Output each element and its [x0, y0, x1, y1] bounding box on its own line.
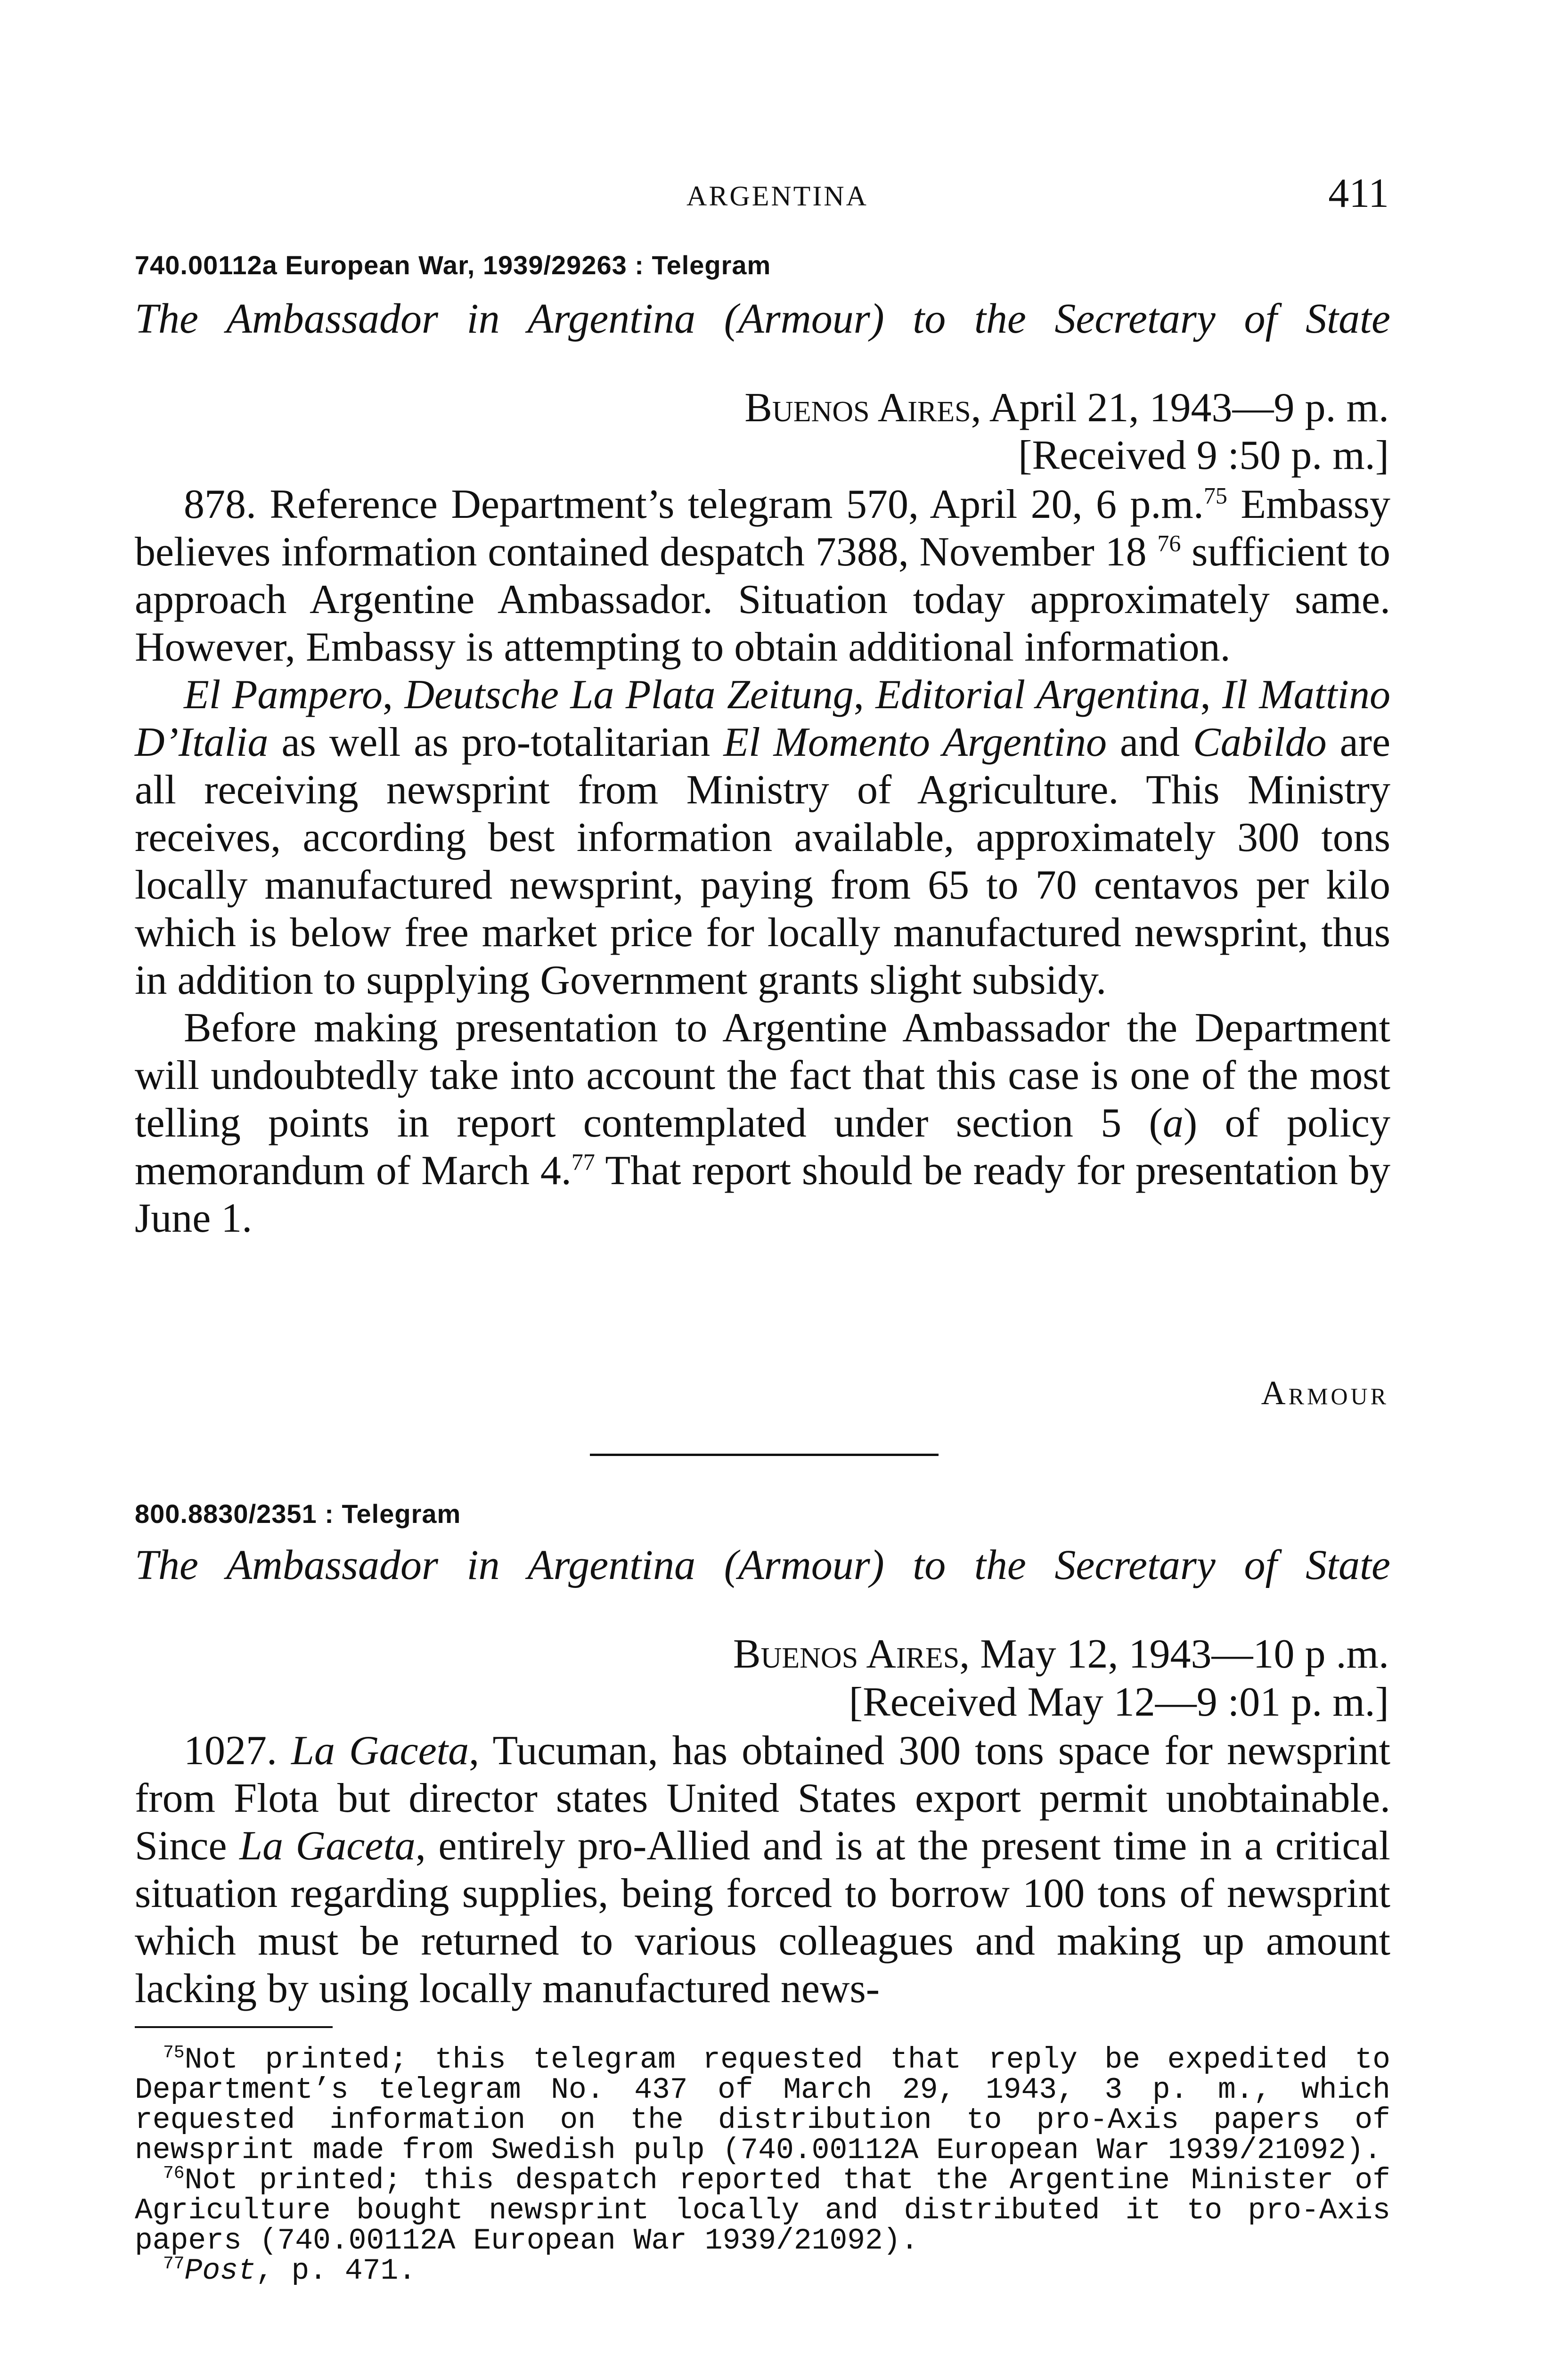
- newspaper-title: La Gaceta: [239, 1823, 416, 1869]
- doc1-place: Buenos Aires,: [744, 385, 981, 431]
- doc2-dateline: [258, 1630, 1389, 1678]
- page-number: 411: [1328, 171, 1389, 216]
- footnote-rule: [135, 2026, 333, 2028]
- footnote-ref: 76: [1157, 530, 1181, 556]
- footnote-text: Not printed; this telegram requested that reply be expedited to Department’s telegram No. 437 of March 29, 1943, 3 p. m., which requested information on the distribution to pro-Axis papers of newsprint made from Swedish pulp (740.00112A European War 1939/21092).: [135, 2043, 1390, 2167]
- doc2-received: [Received May 12—9 :01 p. m.]: [849, 1679, 1389, 1725]
- newspaper-title: Editorial Argentina: [875, 672, 1200, 718]
- newspaper-title: Il Mattino D’Italia: [135, 672, 1390, 765]
- doc1-paragraph-2: [135, 671, 1390, 1004]
- doc1-received: [Received 9 :50 p. m.]: [1018, 433, 1389, 478]
- footnote-ref: 75: [1203, 482, 1227, 509]
- text-run: 878. Reference Department’s telegram 570, April 20, 6 p.m.: [184, 482, 1204, 527]
- text-run: Before making presentation to Argentine Ambassador the Department will undoubtedly take into account the fact that this case is one of the most telling points in report contemplated under section 5 (: [135, 1005, 1390, 1146]
- doc1-paragraph-3: [135, 1004, 1390, 1242]
- footnote-text: Not printed; this despatch reported that the Argentine Minister of Agriculture bought newsprint locally and distributed it to pro-Axis papers (740.00112A European War 1939/21092).: [135, 2164, 1390, 2258]
- text-run: sufficient to approach Argentine Ambassador. Situation today approximately same. However, Embassy is attempting to obtain additional information.: [135, 529, 1391, 670]
- doc2-heading: The Ambassador in Argentina (Armour) to the Secretary of State: [135, 1542, 1390, 1588]
- doc1-date: April 21, 1943—9 p. m.: [989, 385, 1389, 431]
- newspaper-title: La Gaceta: [291, 1728, 469, 1774]
- doc1-paragraph-1: [135, 481, 1390, 671]
- newspaper-title: Cabildo: [1193, 720, 1327, 765]
- document-separator: [590, 1454, 939, 1456]
- text-run: as well as pro-totalitarian: [268, 720, 724, 765]
- footnote-76: [135, 2163, 1390, 2258]
- footnote-ref: 77: [571, 1148, 595, 1175]
- text-run: ,: [853, 672, 876, 718]
- footnote-mark: 75: [163, 2043, 185, 2063]
- text-italic: a: [1162, 1100, 1184, 1146]
- footnote-77: [135, 2256, 1390, 2286]
- footnote-text: , p. 471.: [255, 2254, 416, 2288]
- doc2-place: Buenos Aires,: [733, 1631, 970, 1677]
- doc2-paragraph-1: [135, 1727, 1390, 2012]
- newspaper-title: El Pampero: [184, 672, 383, 718]
- running-title: ARGENTINA: [686, 180, 868, 212]
- doc1-heading: The Ambassador in Argentina (Armour) to the Secretary of State: [135, 295, 1390, 342]
- text-run: ) of policy memorandum of March 4.: [135, 1100, 1390, 1194]
- doc2-body: [135, 1727, 1390, 2012]
- newspaper-title: Deutsche La Plata Zeitung: [404, 672, 854, 718]
- doc2-reference: 800.8830/2351 : Telegram: [135, 1499, 461, 1529]
- footnote-mark: 76: [163, 2163, 185, 2184]
- doc1-body: [135, 481, 1390, 1242]
- footnote-mark: 77: [163, 2254, 185, 2274]
- text-run: are all receiving newsprint from Ministry of Agriculture. This Ministry receives, according best information available, approximately 300 tons locally manufactured newsprint, paying from 65 to 70 centavos per kilo which is below free market price for locally manufactured newsprint, thus in addition to supplying Government grants slight subsidy.: [135, 720, 1391, 1003]
- footnote-text: Post: [184, 2254, 256, 2288]
- text-run: , entirely pro-Allied and is at the present time in a critical situation regarding supplies, being forced to borrow 100 tons of newsprint which must be returned to various colleagues and making up amount lacking by using locally manufactured news-: [135, 1823, 1390, 2012]
- text-run: That report should be ready for presentation by June 1.: [135, 1148, 1390, 1241]
- doc1-signature: Armour: [1261, 1374, 1389, 1412]
- newspaper-title: El Momento Argentino: [723, 720, 1107, 765]
- footnotes: [135, 2045, 1390, 2286]
- doc1-dateline: [258, 384, 1389, 432]
- text-run: and: [1106, 720, 1193, 765]
- text-run: ,: [1200, 672, 1223, 718]
- text-run: ,: [383, 672, 405, 718]
- footnote-75: [135, 2045, 1390, 2166]
- doc1-reference: 740.00112a European War, 1939/29263 : Telegram: [135, 250, 771, 280]
- text-run: , Tucuman, has obtained 300 tons space for newsprint from Flota but director states United States export permit unobtainable. Since: [135, 1728, 1391, 1869]
- doc2-date: May 12, 1943—10 p .m.: [980, 1631, 1389, 1677]
- text-run: Embassy believes information contained despatch 7388, November 18: [135, 482, 1390, 575]
- text-run: 1027.: [184, 1728, 292, 1774]
